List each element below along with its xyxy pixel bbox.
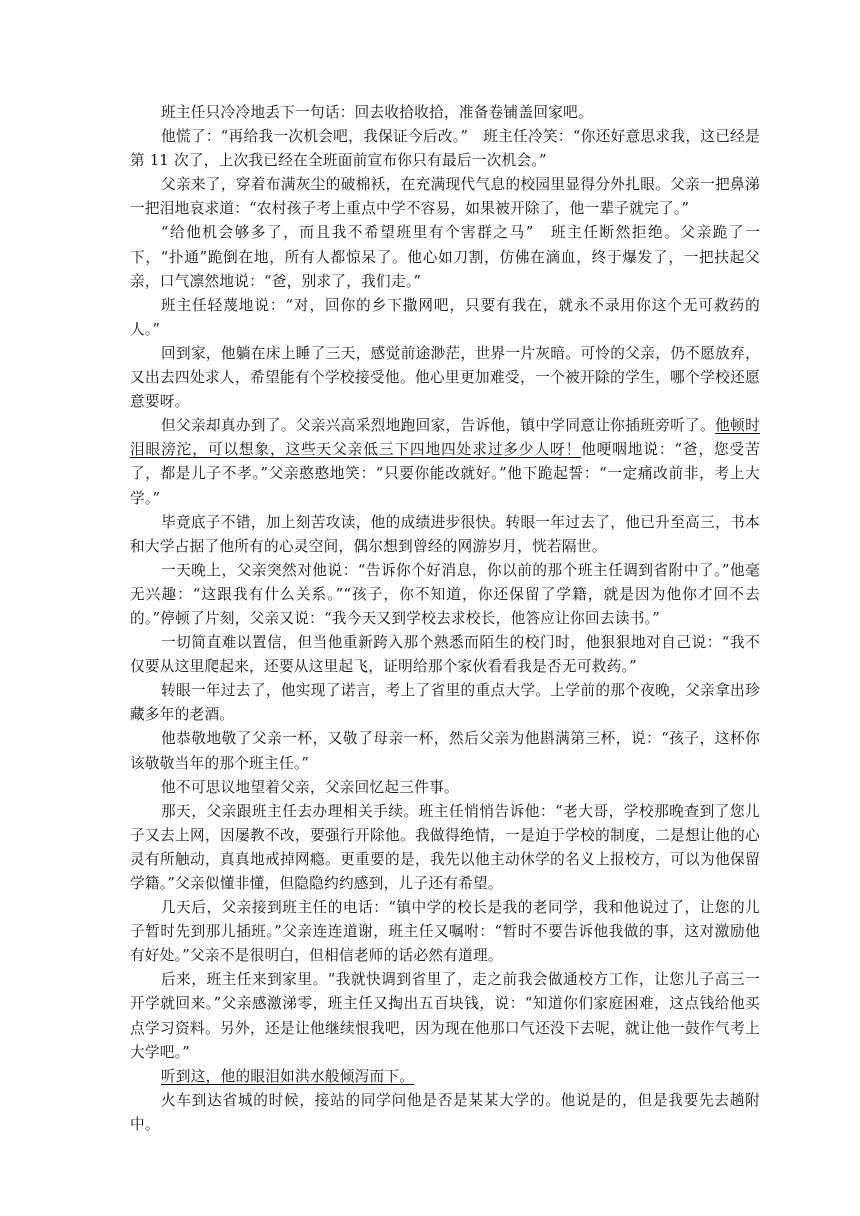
- underlined-sentence: 他顿时泪眼滂沱，可以想象，这些天父亲低三下四地四处求过多少人呀！: [130, 417, 760, 459]
- paragraph-text: 班主任只冷冷地丢下一句话：回去收拾收拾，准备卷铺盖回家吧。: [161, 104, 593, 121]
- paragraph-text: 回到家，他躺在床上睡了三天，感觉前途渺茫，世界一片灰暗。可怜的父亲，仍不愿放弃，又出去四处求人，希望能有个学校接受他。他心里更加难受，一个被开除的学生，哪个学校还愿意要呀。: [130, 344, 760, 411]
- paragraph-10: [130, 631, 760, 679]
- paragraph-text: 他不可思议地望着父亲，父亲回忆起三件事。: [161, 778, 459, 796]
- paragraph-text: 他恭敬地敬了父亲一杯，又敬了母亲一杯，然后父亲为他斟满第三杯，说：“孩子，这杯你该敬敬当年的那个班主任。”: [130, 730, 760, 772]
- paragraph-17: [130, 1065, 760, 1089]
- paragraph-text: “给他机会够多了，而且我不希望班里有个害群之马” 班主任断然拒绝。父亲跪了一下，“扑通”跪倒在地，所有人都惊呆了。他心如刀割，仿佛在滴血，终于爆发了，一把扶起父亲，口气凛然地说：“爸，别求了，我们走。”: [130, 224, 760, 290]
- paragraph-text: 后来，班主任来到家里。“我就快调到省里了，走之前我会做通校方工作，让您儿子高三一开学就回来。”父亲感激涕零，班主任又掏出五百块钱，说：“知道你们家庭困难，这点钱给他买点学习资料。另外，还是让他继续恨我吧，因为现在他那口气还没下去呢，就让他一鼓作气考上大学吧。”: [130, 971, 760, 1061]
- paragraph-9: [130, 559, 760, 631]
- paragraph-text: 火车到达省城的时候，接站的同学问他是否是某某大学的。他说是的，但是我要先去趟附中。: [130, 1091, 760, 1133]
- paragraph-16: [130, 968, 760, 1064]
- paragraph-8: [130, 511, 760, 559]
- paragraph-text: 一切简直难以置信，但当他重新跨入那个熟悉而陌生的校门时，他狠狠地对自己说：“我不仅要从这里爬起来，还要从这里起飞，证明给那个家伙看看我是否无可救药。”: [130, 634, 760, 676]
- paragraph-text: 那天，父亲跟班主任去办理相关手续。班主任悄悄告诉他：“老大哥，学校那晚查到了您儿子又去上网，因屡教不改，要强行开除他。我做得绝情，一是迫于学校的制度，二是想让他的心灵有所触动，真真地戒掉网瘾。更重要的是，我先以他主动休学的名义上报校方，可以为他保留学籍。”父亲似懂非懂，但隐隐约约感到，儿子还有希望。: [130, 802, 760, 892]
- paragraph-4: [130, 221, 760, 293]
- paragraph-text: 但父亲却真办到了。父亲兴高采烈地跑回家，告诉他，镇中学同意让你插班旁听了。: [161, 417, 716, 435]
- paragraph-3: [130, 173, 760, 221]
- underlined-sentence: 听到这，他的眼泪如洪水般倾泻而下。: [161, 1067, 415, 1085]
- paragraph-11: [130, 679, 760, 727]
- paragraph-text: 父亲来了，穿着布满灰尘的破棉袄，在充满现代气息的校园里显得分外扎眼。父亲一把鼻涕一把泪地哀求道：“农村孩子考上重点中学不容易，如果被开除了，他一辈子就完了。”: [130, 176, 760, 218]
- paragraph-text: 几天后，父亲接到班主任的电话：“镇中学的校长是我的老同学，我和他说过了，让您的儿子暂时先到那儿插班。”父亲连连道谢，班主任又嘱咐：“暂时不要告诉他我做的事，这对激励他有好处。”父亲不是很明白，但相信老师的话必然有道理。: [130, 899, 760, 965]
- paragraph-text: 一天晚上，父亲突然对他说：“告诉你个好消息，你以前的那个班主任调到省附中了。”他毫无兴趣：“这跟我有什么关系。”“孩子，你不知道，你还保留了学籍，就是因为他你才回不去的。”停顿了片刻，父亲又说：“我今天又到学校去求校长，他答应让你回去读书。”: [130, 561, 760, 627]
- paragraph-13: [130, 776, 760, 800]
- paragraph-text: 转眼一年过去了，他实现了诺言，考上了省里的重点大学。上学前的那个夜晚，父亲拿出珍藏多年的老酒。: [130, 682, 760, 724]
- paragraph-6: [130, 342, 760, 414]
- paragraph-14: [130, 800, 760, 896]
- paragraph-5: [130, 294, 760, 342]
- paragraph-text: 他慌了：“再给我一次机会吧，我保证今后改。” 班主任冷笑：“你还好意思求我，这已经是第 11 次了，上次我已经在全班面前宣布你只有最后一次机会。”: [130, 128, 760, 170]
- paragraph-15: [130, 896, 760, 968]
- paragraph-text: 班主任轻蔑地说：“对，回你的乡下撒网吧，只要有我在，就永不录用你这个无可救药的人。”: [130, 296, 760, 338]
- paragraph-1: [130, 101, 760, 125]
- paragraph-2: [130, 125, 760, 173]
- paragraph-7: [130, 414, 760, 510]
- paragraph-text: 他哽咽地说：“爸，您受苦了，都是儿子不孝。”父亲憨憨地笑：“只要你能改就好。”他下跪起誓：“一定痛改前非，考上大学。”: [130, 441, 761, 507]
- paragraph-text: 毕竟底子不错，加上刻苦攻读，他的成绩进步很快。转眼一年过去了，他已升至高三，书本和大学占据了他所有的心灵空间，偶尔想到曾经的网游岁月，恍若隔世。: [130, 513, 760, 555]
- paragraph-12: [130, 727, 760, 775]
- paragraph-18: [130, 1089, 760, 1137]
